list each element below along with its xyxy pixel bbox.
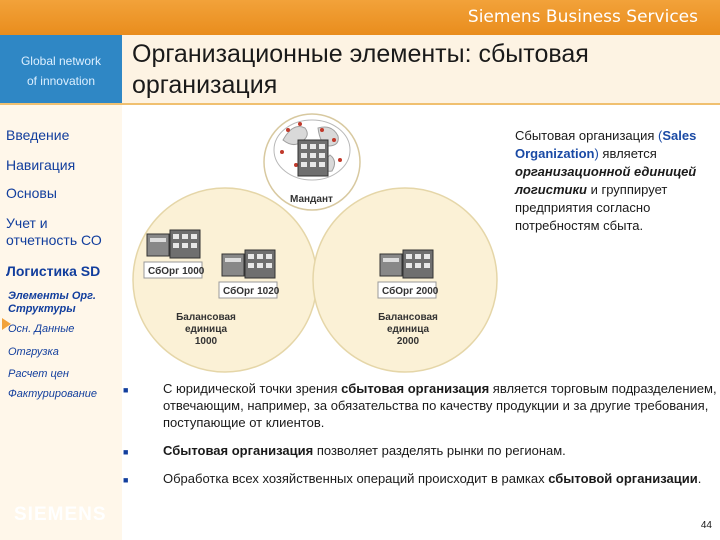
bullet-3-c: . <box>697 471 702 486</box>
sales-org-2000-icon <box>380 250 433 278</box>
title-line-2: организация <box>132 71 278 99</box>
bu-2000-line-1: Балансовая <box>378 312 438 323</box>
siemens-logo: SIEMENS <box>14 504 107 525</box>
bullet-square-icon: ■ <box>123 447 129 457</box>
title-line-1: Организационные элементы: сбытовая <box>132 40 589 68</box>
nav-sub-org-line-2: Структуры <box>8 303 76 315</box>
bullet-square-icon: ■ <box>123 385 129 395</box>
bullet-3-a: Обработка всех хозяйственных операций происходит в рамках <box>163 471 549 486</box>
bullet-1-b: сбытовая организация <box>341 381 490 396</box>
nav-sub-org-line-1: Элементы Орг. <box>8 290 96 302</box>
sales-org-1000-label: СбОрг 1000 <box>148 266 205 277</box>
bullet-2-c: позволяет разделять рынки по регионам. <box>313 443 566 458</box>
nav-sub-billing[interactable]: Фактурирование <box>8 388 97 400</box>
def-term: Сбытовая организация <box>515 128 655 143</box>
bu-1000-line-1: Балансовая <box>176 312 236 323</box>
bullet-list <box>123 380 718 498</box>
def-rest: и группирует предприятия согласно потребностям сбыта. <box>515 182 668 233</box>
bu-2000-line-2: единица <box>386 324 430 335</box>
nav-accounting-line-1: Учет и <box>6 215 48 231</box>
def-english-term: Sales Organization <box>515 128 697 161</box>
bullet-1-c: является торговым подразделением, отвечающим, например, за обязательства по качеству продукции и за другие требования, поступающие от клиентов. <box>163 381 717 430</box>
nav-navigation[interactable]: Навигация <box>6 157 76 173</box>
sales-org-1020-label: СбОрг 1020 <box>223 286 280 297</box>
def-emphasis: организационной единицей логистики <box>515 164 697 197</box>
bu-1000-line-2: единица <box>184 324 228 335</box>
list-item <box>123 470 718 487</box>
nav-intro[interactable]: Введение <box>6 127 70 143</box>
sales-org-2000-label: СбОрг 2000 <box>382 286 439 297</box>
client-building-icon <box>298 140 328 176</box>
nav-sub-master-data[interactable]: Осн. Данные <box>8 323 75 335</box>
tagline-line-1: Global network <box>20 54 102 68</box>
list-item <box>123 442 718 459</box>
sales-org-1020-icon <box>222 250 275 278</box>
list-item <box>123 380 718 431</box>
def-paren-close: ) <box>594 146 599 161</box>
sales-org-1000-icon <box>147 230 200 258</box>
bullet-3-b: сбытовой организации <box>548 471 698 486</box>
nav-basics[interactable]: Основы <box>6 185 57 201</box>
page-number: 44 <box>700 520 712 531</box>
bullet-square-icon: ■ <box>123 475 129 485</box>
client-label: Мандант <box>290 194 333 205</box>
tagline-line-2: of innovation <box>26 74 96 88</box>
bullet-2-b: Сбытовая организация <box>163 443 314 458</box>
def-paren-open: ( <box>658 128 663 143</box>
nav-sub-shipping[interactable]: Отгрузка <box>8 346 59 358</box>
def-verb: является <box>602 146 657 161</box>
nav-sub-pricing[interactable]: Расчет цен <box>8 368 69 380</box>
definition-text <box>515 127 705 235</box>
nav-logistics[interactable]: Логистика SD <box>6 263 101 279</box>
bu-2000-line-3: 2000 <box>396 336 420 347</box>
bu-1000-line-3: 1000 <box>194 336 218 347</box>
bullet-1-a: С юридической точки зрения <box>163 381 342 396</box>
brand-name: Siemens Business Services <box>467 7 698 27</box>
nav-accounting-line-2: отчетность СО <box>6 232 102 248</box>
company-code-1000-circle <box>133 188 317 372</box>
